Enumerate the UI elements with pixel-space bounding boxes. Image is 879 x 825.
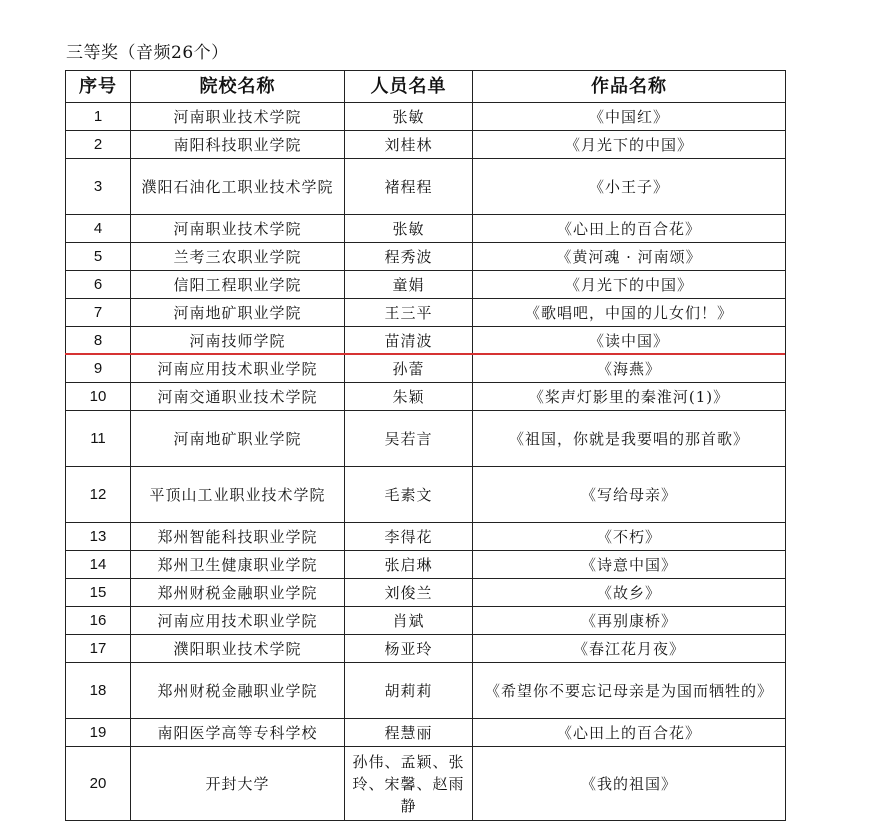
cell-no: 10 (66, 383, 131, 411)
cell-work: 《希望你不要忘记母亲是为国而牺牲的》 (473, 663, 786, 719)
table-row (66, 635, 786, 663)
cell-no: 8 (66, 327, 131, 355)
awards-table (65, 70, 786, 821)
cell-work: 《小王子》 (473, 159, 786, 215)
cell-people: 苗清波 (345, 327, 473, 355)
cell-school: 河南职业技术学院 (131, 103, 345, 131)
table-row (66, 719, 786, 747)
table-row (66, 663, 786, 719)
cell-work: 《桨声灯影里的秦淮河(1)》 (473, 383, 786, 411)
cell-school: 河南交通职业技术学院 (131, 383, 345, 411)
cell-school: 信阳工程职业学院 (131, 271, 345, 299)
cell-work: 《黄河魂 · 河南颂》 (473, 243, 786, 271)
cell-people: 杨亚玲 (345, 635, 473, 663)
cell-school: 平顶山工业职业技术学院 (131, 467, 345, 523)
cell-people: 李得花 (345, 523, 473, 551)
cell-people: 孙蕾 (345, 355, 473, 383)
cell-no: 19 (66, 719, 131, 747)
cell-work: 《春江花月夜》 (473, 635, 786, 663)
cell-people: 孙伟、孟颖、张玲、宋馨、赵雨静 (345, 747, 473, 821)
cell-no: 5 (66, 243, 131, 271)
cell-school: 河南职业技术学院 (131, 215, 345, 243)
cell-no: 15 (66, 579, 131, 607)
cell-work: 《歌唱吧，中国的儿女们！》 (473, 299, 786, 327)
table-row (66, 103, 786, 131)
cell-work: 《读中国》 (473, 327, 786, 355)
cell-people: 褚程程 (345, 159, 473, 215)
cell-school: 河南地矿职业学院 (131, 299, 345, 327)
cell-no: 4 (66, 215, 131, 243)
cell-no: 7 (66, 299, 131, 327)
header-school: 院校名称 (131, 71, 345, 103)
cell-people: 刘俊兰 (345, 579, 473, 607)
cell-school: 郑州卫生健康职业学院 (131, 551, 345, 579)
cell-work: 《故乡》 (473, 579, 786, 607)
cell-no: 16 (66, 607, 131, 635)
table-row (66, 327, 786, 355)
cell-work: 《写给母亲》 (473, 467, 786, 523)
table-row (66, 243, 786, 271)
cell-people: 刘桂林 (345, 131, 473, 159)
cell-work: 《祖国，你就是我要唱的那首歌》 (473, 411, 786, 467)
header-work: 作品名称 (473, 71, 786, 103)
cell-people: 程秀波 (345, 243, 473, 271)
cell-no: 1 (66, 103, 131, 131)
cell-work: 《不朽》 (473, 523, 786, 551)
cell-school: 郑州智能科技职业学院 (131, 523, 345, 551)
cell-people: 张敏 (345, 103, 473, 131)
table-row (66, 215, 786, 243)
table-row (66, 131, 786, 159)
cell-people: 张敏 (345, 215, 473, 243)
cell-work: 《月光下的中国》 (473, 131, 786, 159)
cell-school: 河南技师学院 (131, 327, 345, 355)
cell-no: 6 (66, 271, 131, 299)
cell-no: 2 (66, 131, 131, 159)
header-no: 序号 (66, 71, 131, 103)
table-row (66, 551, 786, 579)
table-row (66, 355, 786, 383)
cell-no: 17 (66, 635, 131, 663)
cell-school: 河南地矿职业学院 (131, 411, 345, 467)
cell-work: 《心田上的百合花》 (473, 215, 786, 243)
cell-no: 9 (66, 355, 131, 383)
cell-no: 3 (66, 159, 131, 215)
cell-no: 12 (66, 467, 131, 523)
cell-school: 河南应用技术职业学院 (131, 355, 345, 383)
cell-no: 13 (66, 523, 131, 551)
cell-people: 童娟 (345, 271, 473, 299)
award-caption: 三等奖（音频26个） (66, 43, 229, 63)
table-row (66, 607, 786, 635)
header-people: 人员名单 (345, 71, 473, 103)
cell-people: 王三平 (345, 299, 473, 327)
red-underline-mark (65, 353, 785, 355)
cell-people: 朱颖 (345, 383, 473, 411)
table-row (66, 271, 786, 299)
cell-work: 《海燕》 (473, 355, 786, 383)
table-row (66, 411, 786, 467)
cell-school: 南阳医学高等专科学校 (131, 719, 345, 747)
table-row (66, 299, 786, 327)
cell-no: 20 (66, 747, 131, 821)
cell-work: 《我的祖国》 (473, 747, 786, 821)
table-row (66, 383, 786, 411)
cell-people: 吴若言 (345, 411, 473, 467)
cell-no: 14 (66, 551, 131, 579)
table-row (66, 159, 786, 215)
cell-work: 《心田上的百合花》 (473, 719, 786, 747)
table-row (66, 579, 786, 607)
cell-school: 兰考三农职业学院 (131, 243, 345, 271)
cell-people: 毛素文 (345, 467, 473, 523)
cell-school: 濮阳职业技术学院 (131, 635, 345, 663)
cell-people: 程慧丽 (345, 719, 473, 747)
table-row (66, 523, 786, 551)
table-row (66, 747, 786, 821)
cell-people: 胡莉莉 (345, 663, 473, 719)
cell-work: 《诗意中国》 (473, 551, 786, 579)
table-row (66, 467, 786, 523)
cell-school: 河南应用技术职业学院 (131, 607, 345, 635)
cell-people: 张启琳 (345, 551, 473, 579)
cell-no: 11 (66, 411, 131, 467)
cell-work: 《中国红》 (473, 103, 786, 131)
cell-school: 南阳科技职业学院 (131, 131, 345, 159)
table-header-row (66, 71, 786, 103)
cell-work: 《月光下的中国》 (473, 271, 786, 299)
cell-school: 郑州财税金融职业学院 (131, 663, 345, 719)
cell-no: 18 (66, 663, 131, 719)
cell-work: 《再别康桥》 (473, 607, 786, 635)
cell-people: 肖斌 (345, 607, 473, 635)
cell-school: 郑州财税金融职业学院 (131, 579, 345, 607)
cell-school: 濮阳石油化工职业技术学院 (131, 159, 345, 215)
cell-school: 开封大学 (131, 747, 345, 821)
